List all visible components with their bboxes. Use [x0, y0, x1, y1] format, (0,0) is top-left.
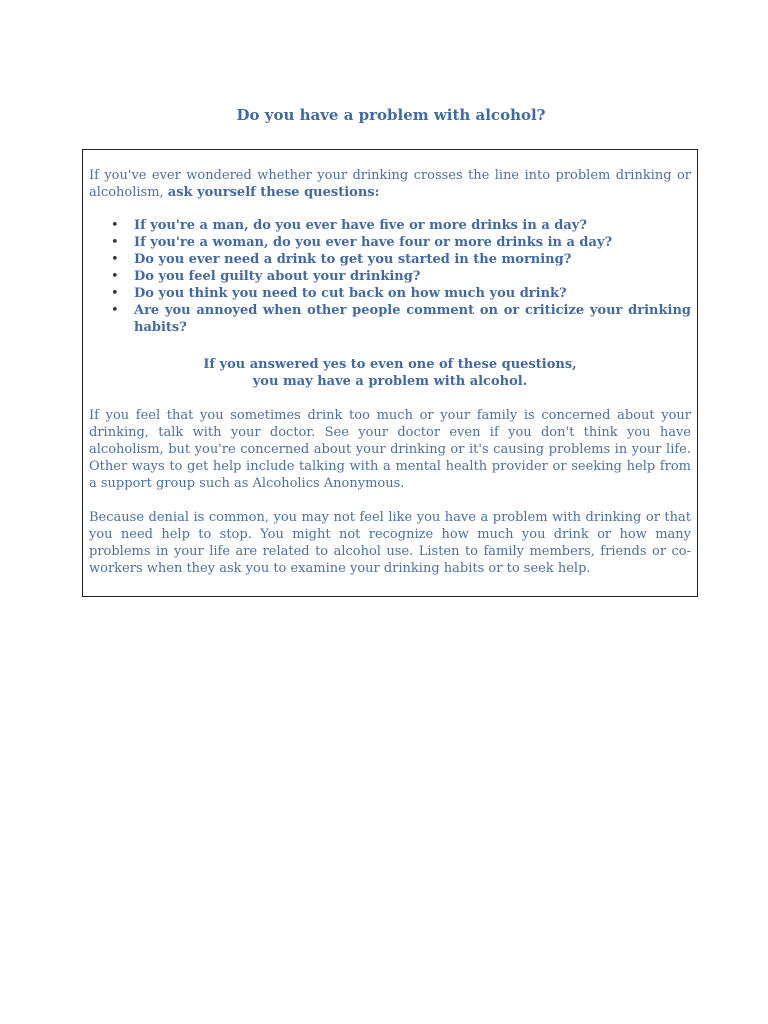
- questions-list: [89, 217, 691, 336]
- bullet-icon: •: [111, 218, 119, 233]
- callout-line-2: you may have a problem with alcohol.: [252, 374, 528, 389]
- content-box: [82, 149, 698, 597]
- question-text: Do you think you need to cut back on how much you drink?: [134, 286, 567, 301]
- intro-paragraph: [89, 167, 691, 201]
- question-text: If you're a woman, do you ever have four or more drinks in a day?: [134, 235, 613, 250]
- list-item: [111, 268, 691, 285]
- bullet-icon: •: [111, 286, 119, 301]
- callout: [89, 356, 691, 390]
- list-item: [111, 302, 691, 336]
- bullet-icon: •: [111, 252, 119, 267]
- question-text: If you're a man, do you ever have five or more drinks in a day?: [134, 218, 587, 233]
- denial-paragraph: Because denial is common, you may not feel like you have a problem with drinking or that you need help to stop. You might not recognize how much you drink or how many problems in your life are related to alcohol use. Listen to family members, friends or co-workers when they ask you to examine your drinking habits or to seek help.: [89, 510, 691, 576]
- list-item: [111, 217, 691, 234]
- question-text: Are you annoyed when other people comment on or criticize your drinking habits?: [134, 303, 691, 335]
- list-item: [111, 234, 691, 251]
- list-item: [111, 285, 691, 302]
- question-text: Do you feel guilty about your drinking?: [134, 269, 421, 284]
- bullet-icon: •: [111, 303, 119, 318]
- intro-bold-text: ask yourself these questions:: [167, 185, 380, 200]
- help-paragraph: If you feel that you sometimes drink too much or your family is concerned about your drinking, talk with your doctor. See your doctor even if you don't think you have alcoholism, but you're concerned about your drinking or it's causing problems in your life. Other ways to get help include talking with a mental health provider or seeking help from a support group such as Alcoholics Anonymous.: [89, 408, 691, 491]
- question-text: Do you ever need a drink to get you started in the morning?: [134, 252, 572, 267]
- list-item: [111, 251, 691, 268]
- callout-line-1: If you answered yes to even one of these questions,: [203, 357, 577, 372]
- bullet-icon: •: [111, 235, 119, 250]
- page-title: Do you have a problem with alcohol?: [236, 106, 546, 124]
- intro-text: If you've ever wondered whether your drinking crosses the line into problem drinking or alcoholism,: [89, 168, 691, 200]
- bullet-icon: •: [111, 269, 119, 284]
